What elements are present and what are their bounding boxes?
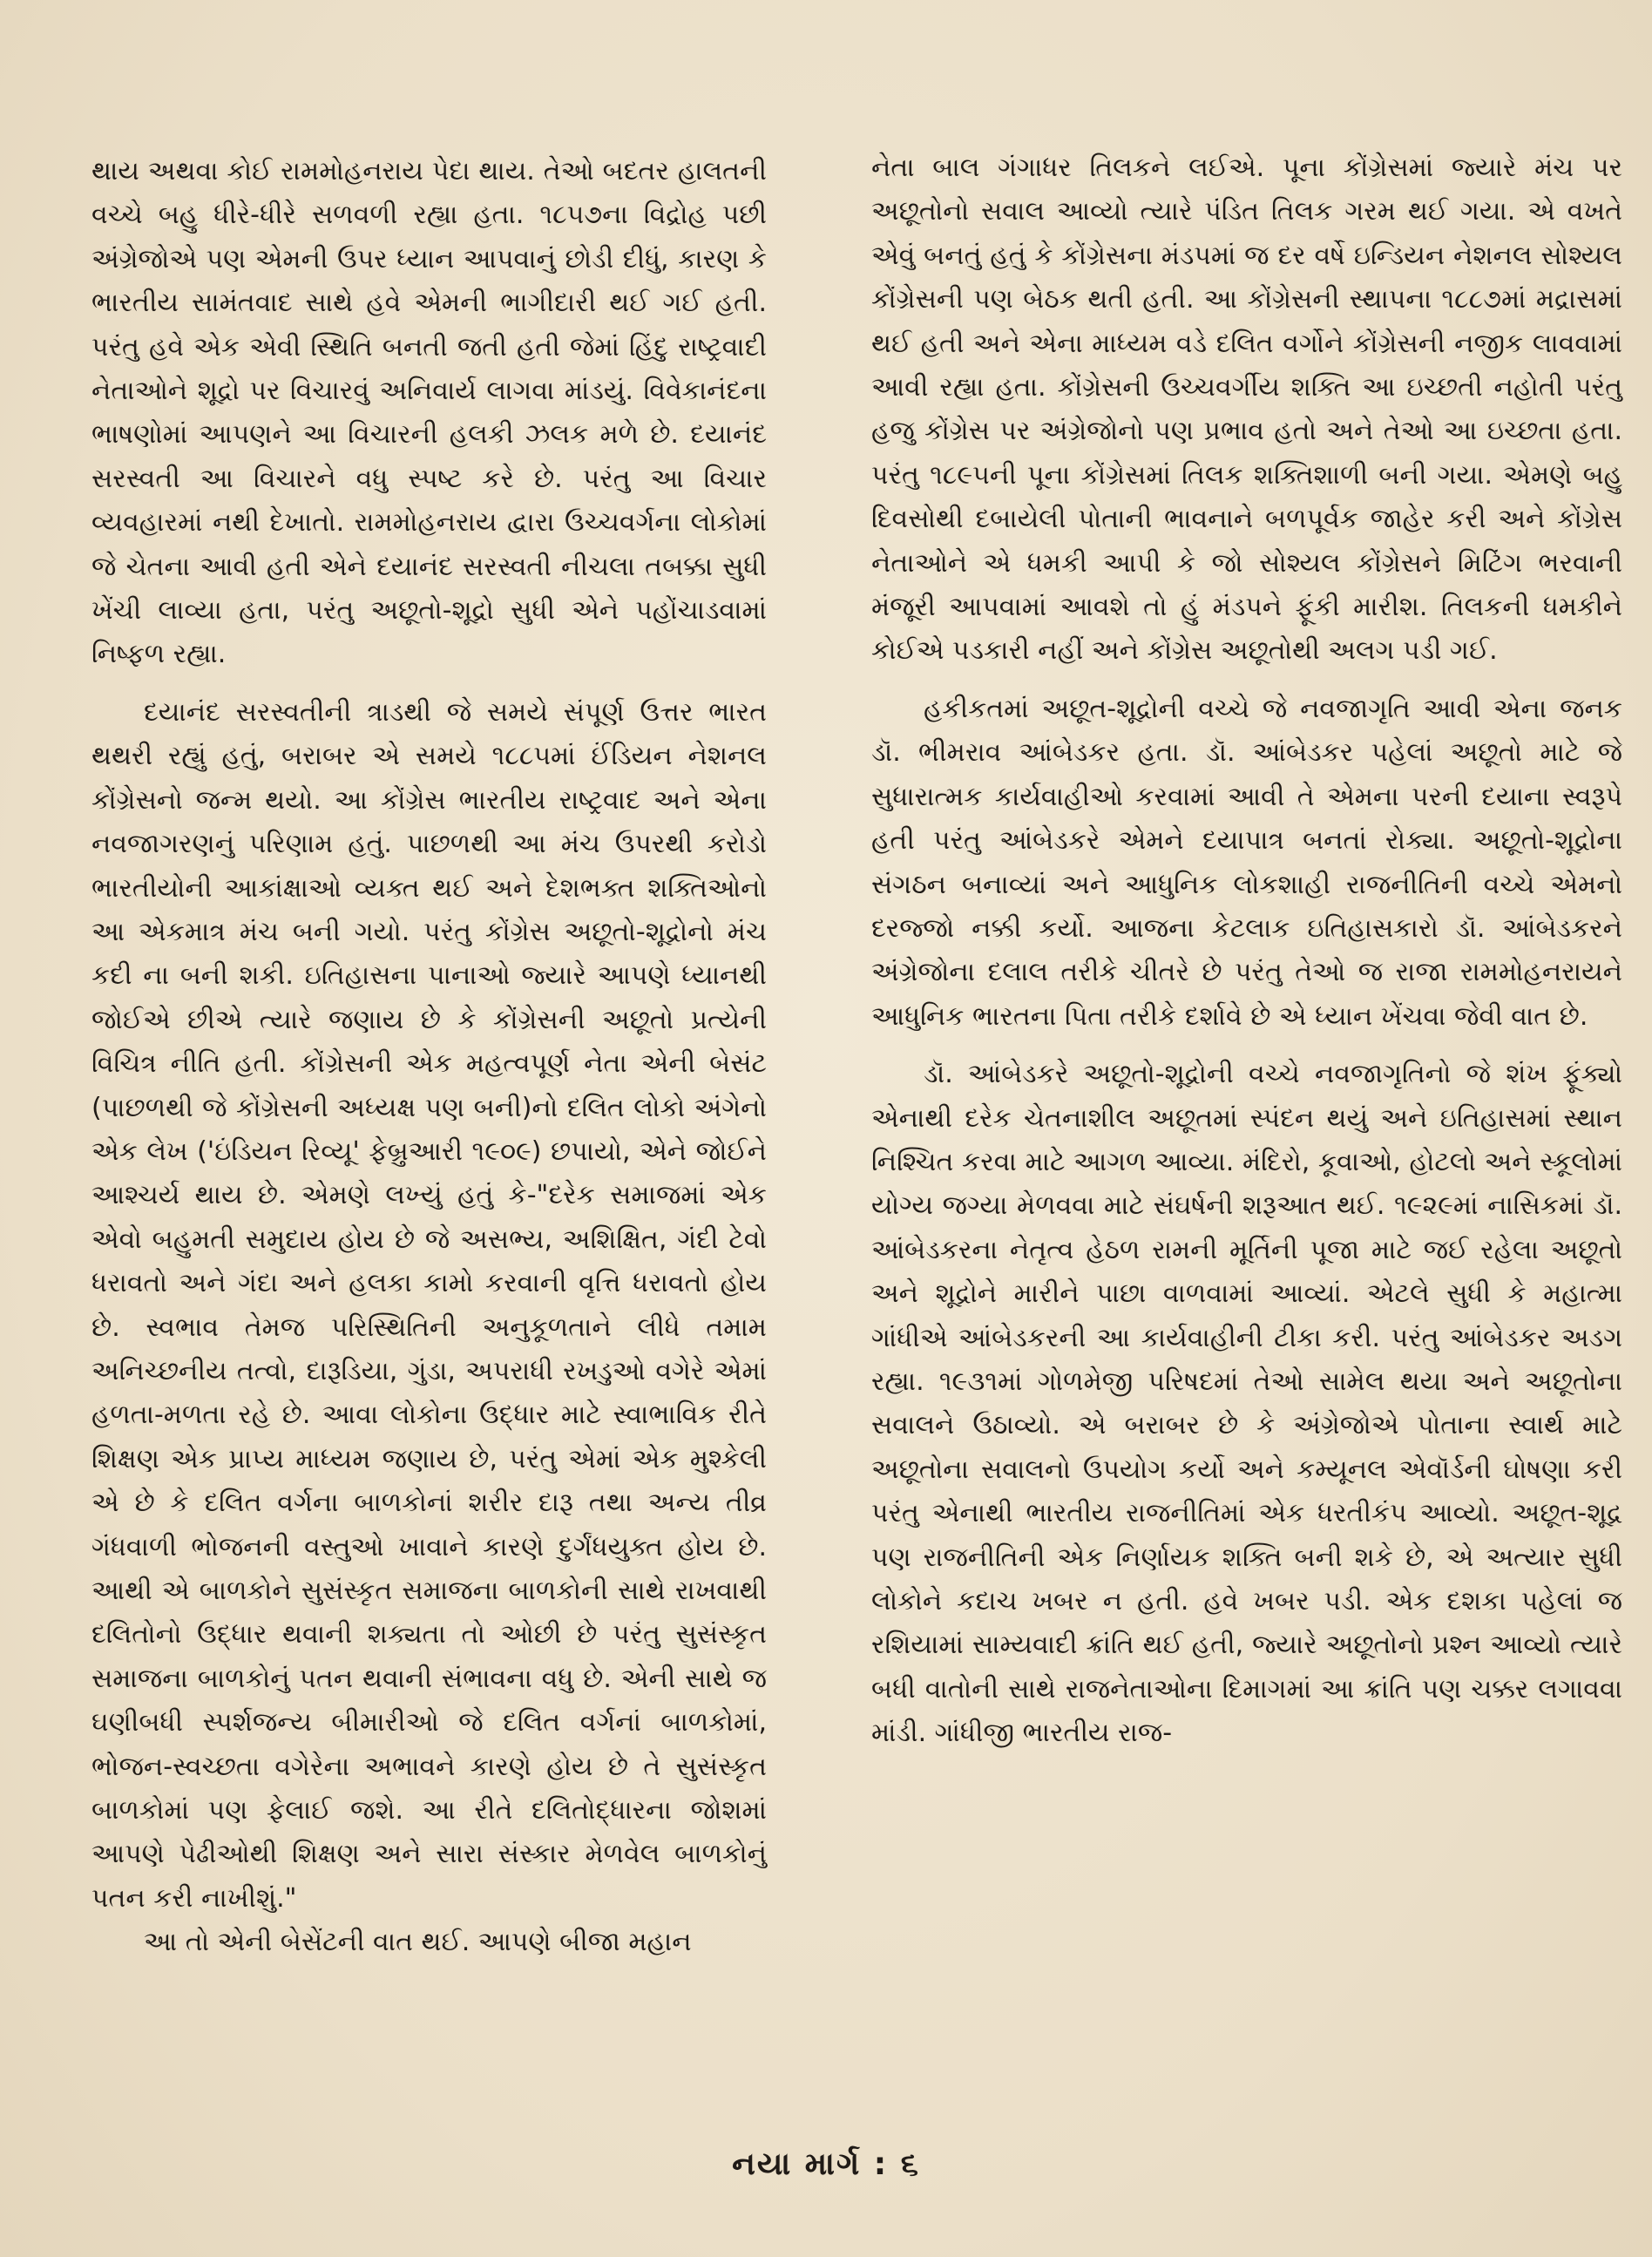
magazine-name: નયા માર્ગ: [732, 2146, 862, 2182]
paragraph: નેતા બાલ ગંગાધર તિલકને લઈએ. પૂના કોંગ્રેસમાં જ્યારે મંચ પર અછૂતોનો સવાલ આવ્યો ત્યારે પંડિત તિલક ગરમ થઈ ગયા. એ વખતે એવું બનતું હતું કે કોંગ્રેસના મંડપમાં જ દર વર્ષે ઇન્ડિયન નેશનલ સોશ્યલ કોંગ્રેસની પણ બેઠક થતી હતી. આ કોંગ્રેસની સ્થાપના ૧૮૮૭માં મદ્રાસમાં થઈ હતી અને એના માધ્યમ વડે દલિત વર્ગોને કોંગ્રેસની નજીક લાવવામાં આવી રહ્યા હતા. કોંગ્રેસની ઉચ્ચવર્ગીય શક્તિ આ ઇચ્છતી નહોતી પરંતુ હજુ કોંગ્રેસ પર અંગ્રેજોનો પણ પ્રભાવ હતો અને તેઓ આ ઇચ્છતા હતા. પરંતુ ૧૮૯૫ની પૂના કોંગ્રેસમાં તિલક શક્તિશાળી બની ગયા. એમણે બહુ દિવસોથી દબાયેલી પોતાની ભાવનાને બળપૂર્વક જાહેર કરી અને કોંગ્રેસ નેતાઓને એ ધમકી આપી કે જો સોશ્યલ કોંગ્રેસને મિટિંગ ભરવાની મંજૂરી આપવામાં આવશે તો હું મંડપને ફૂંકી મારીશ. તિલકની ધમકીને કોઈએ પડકારી નહીં અને કોંગ્રેસ અછૂતોથી અલગ પડી ગઈ.: [871, 152, 1623, 667]
right-column: [871, 146, 1622, 1756]
paragraph: આ તો એની બેસેંટની વાત થઈ. આપણે બીજા મહાન: [144, 1927, 692, 1958]
paragraph: હકીકતમાં અછૂત-શૂદ્રોની વચ્ચે જે નવજાગૃતિ આવી એના જનક ડૉ. ભીમરાવ આંબેડકર હતા. ડૉ. આંબેડકર પહેલાં અછૂતો માટે જે સુધારાત્મક કાર્યવાહીઓ કરવામાં આવી તે એમના પરની દયાના સ્વરૂપે હતી પરંતુ આંબેડકરે એમને દયાપાત્ર બનતાં રોક્યા. અછૂતો-શૂદ્રોના સંગઠન બનાવ્યાં અને આધુનિક લોકશાહી રાજનીતિની વચ્ચે એમનો દરજ્જો નક્કી કર્યો. આજના કેટલાક ઇતિહાસકારો ડૉ. આંબેડકરને અંગ્રેજોના દલાલ તરીકે ચીતરે છે પરંતુ તેઓ જ રાજા રામમોહનરાયને આધુનિક ભારતના પિતા તરીકે દર્શાવે છે એ ધ્યાન ખેંચવા જેવી વાત છે.: [871, 693, 1622, 1032]
paragraph: થાય અથવા કોઈ રામમોહનરાય પેદા થાય. તેઓ બદતર હાલતની વચ્ચે બહુ ધીરે-ધીરે સળવળી રહ્યા હતા. ૧૮૫૭ના વિદ્રોહ પછી અંગ્રેજોએ પણ એમની ઉપર ધ્યાન આપવાનું છોડી દીધું, કારણ કે ભારતીય સામંતવાદ સાથે હવે એમની ભાગીદારી થઈ ગઈ હતી. પરંતુ હવે એક એવી સ્થિતિ બનતી જતી હતી જેમાં હિંદુ રાષ્ટ્રવાદી નેતાઓને શૂદ્રો પર વિચારવું અનિવાર્ય લાગવા માંડયું. વિવેકાનંદના ભાષણોમાં આપણને આ વિચારની હલકી ઝલક મળે છે. દયાનંદ સરસ્વતી આ વિચારને વધુ સ્પષ્ટ કરે છે. પરંતુ આ વિચાર વ્યવહારમાં નથી દેખાતો. રામમોહનરાય દ્વારા ઉચ્ચવર્ગના લોકોમાં જે ચેતના આવી હતી એને દયાનંદ સરસ્વતી નીચલા તબક્કા સુધી ખેંચી લાવ્યા હતા, પરંતુ અછૂતો-શૂદ્રો સુધી એને પહોંચાડવામાં નિષ્ફળ રહ્યા.: [91, 156, 767, 670]
paragraph: ડૉ. આંબેડકરે અછૂતો-શૂદ્રોની વચ્ચે નવજાગૃતિનો જે શંખ ફૂંક્યો એનાથી દરેક ચેતનાશીલ અછૂતમાં સ્પંદન થયું અને ઇતિહાસમાં સ્થાન નિશ્ચિત કરવા માટે આગળ આવ્યા. મંદિરો, કૂવાઓ, હોટલો અને સ્કૂલોમાં યોગ્ય જગ્યા મેળવવા માટે સંઘર્ષની શરૂઆત થઈ. ૧૯૨૯માં નાસિકમાં ડૉ. આંબેડકરના નેતૃત્વ હેઠળ રામની મૂર્તિની પૂજા માટે જઈ રહેલા અછૂતો અને શૂદ્રોને મારીને પાછા વાળવામાં આવ્યાં. એટલે સુધી કે મહાત્મા ગાંધીએ આંબેડકરની આ કાર્યવાહીની ટીકા કરી. પરંતુ આંબેડકર અડગ રહ્યા. ૧૯૩૧માં ગોળમેજી પરિષદમાં તેઓ સામેલ થયા અને અછૂતોના સવાલને ઉઠાવ્યો. એ બરાબર છે કે અંગ્રેજોએ પોતાના સ્વાર્થ માટે અછૂતોના સવાલનો ઉપયોગ કર્યો અને કમ્યૂનલ એવૉર્ડની ઘોષણા કરી પરંતુ એનાથી ભારતીય રાજનીતિમાં એક ધરતીકંપ આવ્યો. અછૂત-શૂદ્ર પણ રાજનીતિની એક નિર્ણાયક શક્તિ બની શકે છે, એ અત્યાર સુધી લોકોને કદાચ ખબર ન હતી. હવે ખબર પડી. એક દશકા પહેલાં જ રશિયામાં સામ્યવાદી ક્રાંતિ થઈ હતી, જ્યારે અછૂતોનો પ્રશ્ન આવ્યો ત્યારે બધી વાતોની સાથે રાજનેતાઓના દિમાગમાં આ ક્રાંતિ પણ ચક્કર લગાવવા માંડી. ગાંધીજી ભારતીય રાજ-: [871, 1059, 1622, 1749]
page-number: ૬: [900, 2146, 920, 2182]
page-footer: [0, 2146, 1652, 2183]
footer-separator: :: [873, 2146, 889, 2182]
left-column: [91, 150, 767, 1965]
paragraph: દયાનંદ સરસ્વતીની ત્રાડથી જે સમયે સંપૂર્ણ ઉત્તર ભારત થથરી રહ્યું હતું, બરાબર એ સમયે ૧૮૮૫માં ઈંડિયન નેશનલ કોંગ્રેસનો જન્મ થયો. આ કોંગ્રેસ ભારતીય રાષ્ટ્રવાદ અને એના નવજાગરણનું પરિણામ હતું. પાછળથી આ મંચ ઉપરથી કરોડો ભારતીયોની આકાંક્ષાઓ વ્યક્ત થઈ અને દેશભક્ત શક્તિઓનો આ એકમાત્ર મંચ બની ગયો. પરંતુ કોંગ્રેસ અછૂતો-શૂદ્રોનો મંચ કદી ના બની શકી. ઇતિહાસના પાનાઓ જ્યારે આપણે ધ્યાનથી જોઈએ છીએ ત્યારે જણાય છે કે કોંગ્રેસની અછૂતો પ્રત્યેની વિચિત્ર નીતિ હતી. કોંગ્રેસની એક મહત્વપૂર્ણ નેતા એની બેસંટ (પાછળથી જે કોંગ્રેસની અધ્યક્ષ પણ બની)નો દલિત લોકો અંગેનો એક લેખ ('ઇંડિયન રિવ્યૂ' ફેબ્રુઆરી ૧૯૦૯) છપાયો, એને જોઈને આશ્ચર્ય થાય છે. એમણે લખ્યું હતું કે-"દરેક સમાજમાં એક એવો બહુમતી સમુદાય હોય છે જે અસભ્ય, અશિક્ષિત, ગંદી ટેવો ધરાવતો અને ગંદા અને હલકા કામો કરવાની વૃત્તિ ધરાવતો હોય છે. સ્વભાવ તેમજ પરિસ્થિતિની અનુકૂળતાને લીધે તમામ અનિચ્છનીય તત્વો, દારૂડિયા, ગુંડા, અપરાધી રખડુઓ વગેરે એમાં હળતા-મળતા રહે છે. આવા લોકોના ઉદ્ધાર માટે સ્વાભાવિક રીતે શિક્ષણ એક પ્રાપ્ય માધ્યમ જણાય છે, પરંતુ એમાં એક મુશ્કેલી એ છે કે દલિત વર્ગના બાળકોનાં શરીર દારૂ તથા અન્ય તીવ્ર ગંધવાળી ભોજનની વસ્તુઓ ખાવાને કારણે દુર્ગંધયુક્ત હોય છે. આથી એ બાળકોને સુસંસ્કૃત સમાજના બાળકોની સાથે રાખવાથી દલિતોનો ઉદ્ધાર થવાની શક્યતા તો ઓછી છે પરંતુ સુસંસ્કૃત સમાજના બાળકોનું પતન થવાની સંભાવના વધુ છે. એની સાથે જ ઘણીબધી સ્પર્શજન્ય બીમારીઓ જે દલિત વર્ગનાં બાળકોમાં, ભોજન-સ્વચ્છતા વગેરેના અભાવને કારણે હોય છે તે સુસંસ્કૃત બાળકોમાં પણ ફેલાઈ જશે. આ રીતે દલિતોદ્ધારના જોશમાં આપણે પેઢીઓથી શિક્ષણ અને સારા સંસ્કાર મેળવેલ બાળકોનું પતન કરી નાખીશું.": [91, 696, 767, 1914]
